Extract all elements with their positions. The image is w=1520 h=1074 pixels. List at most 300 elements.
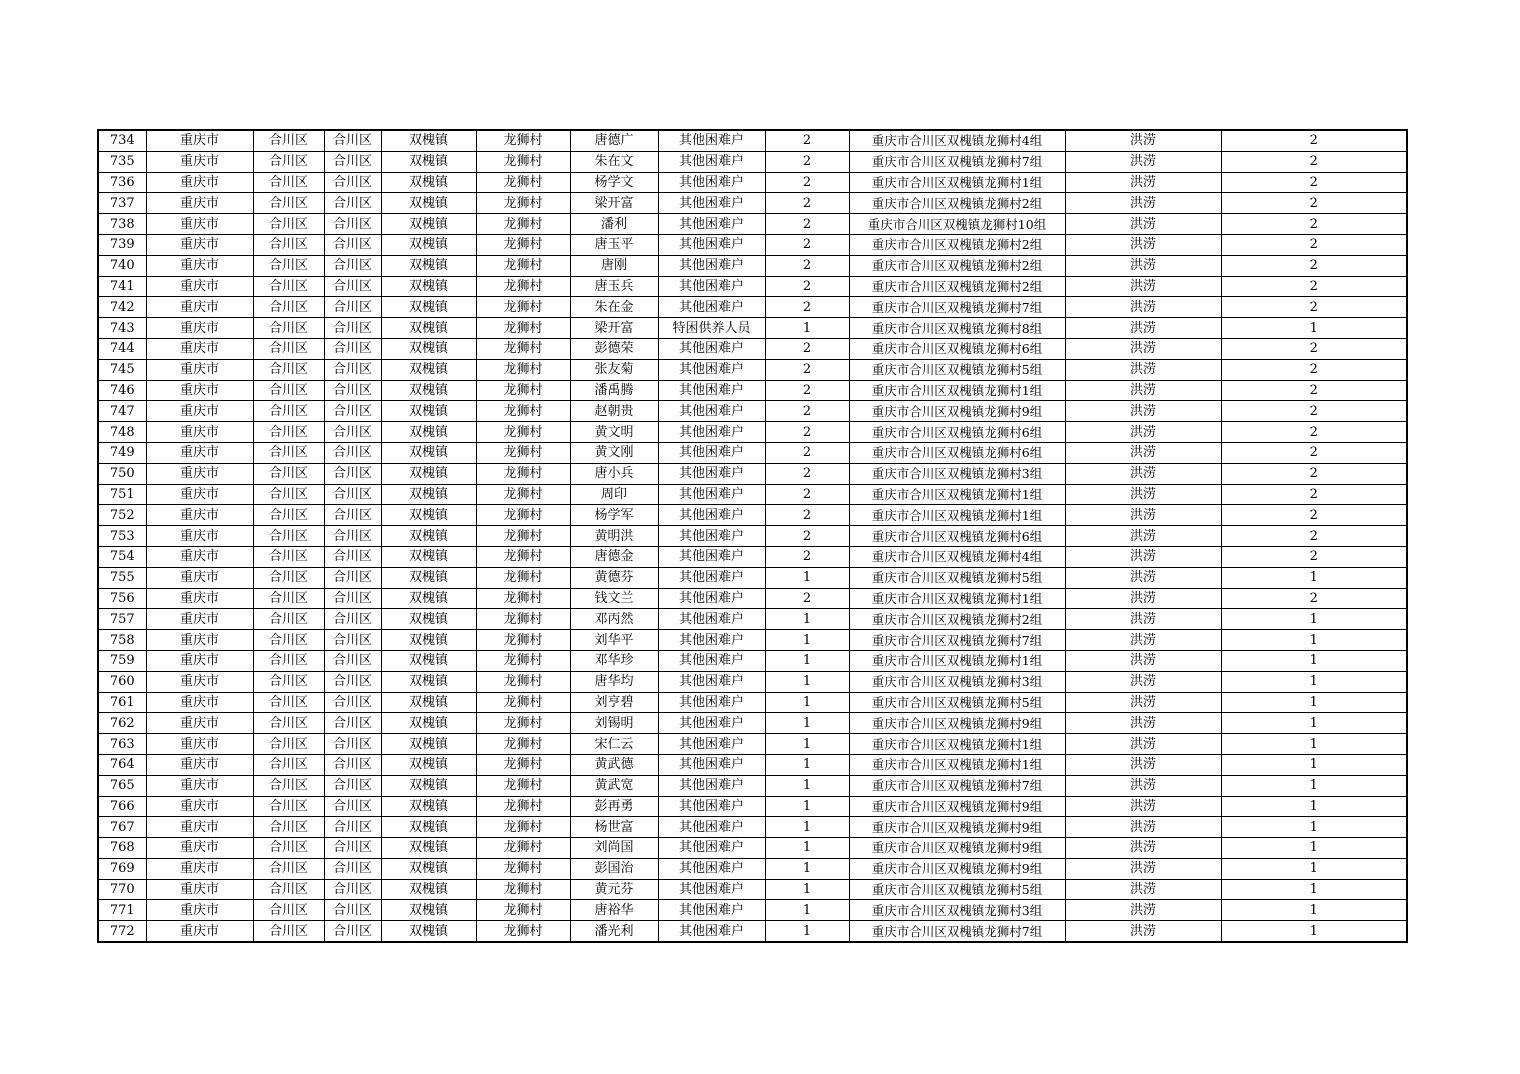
district-cell: 合川区 <box>253 442 324 463</box>
category-cell: 其他困难户 <box>658 359 765 380</box>
row-number-cell: 747 <box>98 401 146 422</box>
name-cell: 彭再勇 <box>570 796 658 817</box>
address-cell: 重庆市合川区双槐镇龙狮村9组 <box>849 817 1065 838</box>
county-cell: 合川区 <box>324 442 381 463</box>
category-cell: 其他困难户 <box>658 255 765 276</box>
town-cell: 双槐镇 <box>381 858 476 879</box>
disaster-type-cell: 洪涝 <box>1065 255 1221 276</box>
address-cell: 重庆市合川区双槐镇龙狮村2组 <box>849 609 1065 630</box>
category-cell: 其他困难户 <box>658 234 765 255</box>
county-cell: 合川区 <box>324 546 381 567</box>
category-cell: 其他困难户 <box>658 754 765 775</box>
village-cell: 龙狮村 <box>476 546 570 567</box>
row-number-cell: 750 <box>98 463 146 484</box>
district-cell: 合川区 <box>253 713 324 734</box>
city-cell: 重庆市 <box>146 359 253 380</box>
household-count-cell: 1 <box>765 796 849 817</box>
name-cell: 张友菊 <box>570 359 658 380</box>
county-cell: 合川区 <box>324 297 381 318</box>
disaster-type-cell: 洪涝 <box>1065 442 1221 463</box>
table-row <box>98 255 1407 276</box>
category-cell: 其他困难户 <box>658 380 765 401</box>
address-cell: 重庆市合川区双槐镇龙狮村6组 <box>849 442 1065 463</box>
household-count-cell: 2 <box>765 546 849 567</box>
town-cell: 双槐镇 <box>381 380 476 401</box>
row-number-cell: 757 <box>98 609 146 630</box>
name-cell: 黄德芬 <box>570 567 658 588</box>
address-cell: 重庆市合川区双槐镇龙狮村4组 <box>849 130 1065 151</box>
household-count-cell: 2 <box>765 297 849 318</box>
city-cell: 重庆市 <box>146 692 253 713</box>
name-cell: 黄武德 <box>570 754 658 775</box>
disaster-type-cell: 洪涝 <box>1065 921 1221 942</box>
city-cell: 重庆市 <box>146 526 253 547</box>
disaster-type-cell: 洪涝 <box>1065 630 1221 651</box>
district-cell: 合川区 <box>253 546 324 567</box>
county-cell: 合川区 <box>324 359 381 380</box>
district-cell: 合川区 <box>253 359 324 380</box>
category-cell: 其他困难户 <box>658 609 765 630</box>
amount-cell: 2 <box>1221 546 1407 567</box>
category-cell: 其他困难户 <box>658 172 765 193</box>
address-cell: 重庆市合川区双槐镇龙狮村4组 <box>849 546 1065 567</box>
city-cell: 重庆市 <box>146 858 253 879</box>
household-count-cell: 2 <box>765 463 849 484</box>
disaster-type-cell: 洪涝 <box>1065 380 1221 401</box>
table-row <box>98 234 1407 255</box>
city-cell: 重庆市 <box>146 442 253 463</box>
district-cell: 合川区 <box>253 650 324 671</box>
household-count-cell: 1 <box>765 838 849 859</box>
table-row <box>98 359 1407 380</box>
category-cell: 其他困难户 <box>658 338 765 359</box>
village-cell: 龙狮村 <box>476 505 570 526</box>
city-cell: 重庆市 <box>146 214 253 235</box>
table-row <box>98 193 1407 214</box>
county-cell: 合川区 <box>324 276 381 297</box>
category-cell: 其他困难户 <box>658 422 765 443</box>
amount-cell: 2 <box>1221 151 1407 172</box>
row-number-cell: 766 <box>98 796 146 817</box>
city-cell: 重庆市 <box>146 609 253 630</box>
address-cell: 重庆市合川区双槐镇龙狮村9组 <box>849 858 1065 879</box>
address-cell: 重庆市合川区双槐镇龙狮村1组 <box>849 650 1065 671</box>
village-cell: 龙狮村 <box>476 796 570 817</box>
county-cell: 合川区 <box>324 817 381 838</box>
city-cell: 重庆市 <box>146 796 253 817</box>
address-cell: 重庆市合川区双槐镇龙狮村7组 <box>849 151 1065 172</box>
disaster-type-cell: 洪涝 <box>1065 713 1221 734</box>
table-row <box>98 921 1407 942</box>
county-cell: 合川区 <box>324 401 381 422</box>
city-cell: 重庆市 <box>146 401 253 422</box>
city-cell: 重庆市 <box>146 151 253 172</box>
town-cell: 双槐镇 <box>381 255 476 276</box>
category-cell: 其他困难户 <box>658 858 765 879</box>
disaster-type-cell: 洪涝 <box>1065 900 1221 921</box>
table-row <box>98 671 1407 692</box>
household-count-cell: 2 <box>765 484 849 505</box>
household-count-cell: 1 <box>765 817 849 838</box>
city-cell: 重庆市 <box>146 130 253 151</box>
address-cell: 重庆市合川区双槐镇龙狮村1组 <box>849 505 1065 526</box>
category-cell: 其他困难户 <box>658 775 765 796</box>
household-count-cell: 2 <box>765 588 849 609</box>
amount-cell: 2 <box>1221 338 1407 359</box>
village-cell: 龙狮村 <box>476 588 570 609</box>
name-cell: 彭国治 <box>570 858 658 879</box>
name-cell: 刘尚国 <box>570 838 658 859</box>
city-cell: 重庆市 <box>146 297 253 318</box>
address-cell: 重庆市合川区双槐镇龙狮村2组 <box>849 234 1065 255</box>
town-cell: 双槐镇 <box>381 318 476 339</box>
name-cell: 周印 <box>570 484 658 505</box>
disaster-type-cell: 洪涝 <box>1065 838 1221 859</box>
household-count-cell: 1 <box>765 900 849 921</box>
row-number-cell: 751 <box>98 484 146 505</box>
row-number-cell: 740 <box>98 255 146 276</box>
row-number-cell: 755 <box>98 567 146 588</box>
disaster-type-cell: 洪涝 <box>1065 775 1221 796</box>
town-cell: 双槐镇 <box>381 734 476 755</box>
disaster-type-cell: 洪涝 <box>1065 588 1221 609</box>
city-cell: 重庆市 <box>146 338 253 359</box>
disaster-type-cell: 洪涝 <box>1065 234 1221 255</box>
town-cell: 双槐镇 <box>381 588 476 609</box>
disaster-type-cell: 洪涝 <box>1065 734 1221 755</box>
district-cell: 合川区 <box>253 151 324 172</box>
name-cell: 黄文刚 <box>570 442 658 463</box>
row-number-cell: 764 <box>98 754 146 775</box>
amount-cell: 2 <box>1221 588 1407 609</box>
household-count-cell: 2 <box>765 193 849 214</box>
category-cell: 其他困难户 <box>658 546 765 567</box>
city-cell: 重庆市 <box>146 172 253 193</box>
row-number-cell: 744 <box>98 338 146 359</box>
village-cell: 龙狮村 <box>476 567 570 588</box>
amount-cell: 2 <box>1221 484 1407 505</box>
disaster-type-cell: 洪涝 <box>1065 359 1221 380</box>
county-cell: 合川区 <box>324 650 381 671</box>
name-cell: 杨学文 <box>570 172 658 193</box>
category-cell: 其他困难户 <box>658 463 765 484</box>
village-cell: 龙狮村 <box>476 422 570 443</box>
disaster-type-cell: 洪涝 <box>1065 193 1221 214</box>
district-cell: 合川区 <box>253 276 324 297</box>
row-number-cell: 769 <box>98 858 146 879</box>
household-count-cell: 1 <box>765 879 849 900</box>
town-cell: 双槐镇 <box>381 630 476 651</box>
disaster-type-cell: 洪涝 <box>1065 650 1221 671</box>
table-row <box>98 754 1407 775</box>
table-row <box>98 650 1407 671</box>
table-row <box>98 817 1407 838</box>
district-cell: 合川区 <box>253 609 324 630</box>
household-count-cell: 2 <box>765 526 849 547</box>
name-cell: 潘利 <box>570 214 658 235</box>
village-cell: 龙狮村 <box>476 380 570 401</box>
disaster-type-cell: 洪涝 <box>1065 567 1221 588</box>
village-cell: 龙狮村 <box>476 318 570 339</box>
district-cell: 合川区 <box>253 838 324 859</box>
village-cell: 龙狮村 <box>476 671 570 692</box>
county-cell: 合川区 <box>324 484 381 505</box>
amount-cell: 2 <box>1221 234 1407 255</box>
amount-cell: 2 <box>1221 130 1407 151</box>
county-cell: 合川区 <box>324 609 381 630</box>
county-cell: 合川区 <box>324 692 381 713</box>
city-cell: 重庆市 <box>146 754 253 775</box>
address-cell: 重庆市合川区双槐镇龙狮村8组 <box>849 318 1065 339</box>
name-cell: 唐刚 <box>570 255 658 276</box>
disaster-type-cell: 洪涝 <box>1065 505 1221 526</box>
category-cell: 其他困难户 <box>658 713 765 734</box>
district-cell: 合川区 <box>253 214 324 235</box>
county-cell: 合川区 <box>324 255 381 276</box>
category-cell: 其他困难户 <box>658 630 765 651</box>
town-cell: 双槐镇 <box>381 609 476 630</box>
county-cell: 合川区 <box>324 234 381 255</box>
district-cell: 合川区 <box>253 297 324 318</box>
city-cell: 重庆市 <box>146 422 253 443</box>
address-cell: 重庆市合川区双槐镇龙狮村7组 <box>849 630 1065 651</box>
town-cell: 双槐镇 <box>381 921 476 942</box>
village-cell: 龙狮村 <box>476 442 570 463</box>
row-number-cell: 752 <box>98 505 146 526</box>
household-count-cell: 1 <box>765 713 849 734</box>
address-cell: 重庆市合川区双槐镇龙狮村2组 <box>849 193 1065 214</box>
town-cell: 双槐镇 <box>381 172 476 193</box>
name-cell: 刘亨碧 <box>570 692 658 713</box>
town-cell: 双槐镇 <box>381 297 476 318</box>
town-cell: 双槐镇 <box>381 463 476 484</box>
row-number-cell: 761 <box>98 692 146 713</box>
village-cell: 龙狮村 <box>476 609 570 630</box>
disaster-type-cell: 洪涝 <box>1065 484 1221 505</box>
address-cell: 重庆市合川区双槐镇龙狮村1组 <box>849 380 1065 401</box>
address-cell: 重庆市合川区双槐镇龙狮村3组 <box>849 671 1065 692</box>
name-cell: 唐裕华 <box>570 900 658 921</box>
disaster-type-cell: 洪涝 <box>1065 879 1221 900</box>
row-number-cell: 754 <box>98 546 146 567</box>
address-cell: 重庆市合川区双槐镇龙狮村2组 <box>849 276 1065 297</box>
district-cell: 合川区 <box>253 921 324 942</box>
name-cell: 梁开富 <box>570 193 658 214</box>
city-cell: 重庆市 <box>146 255 253 276</box>
city-cell: 重庆市 <box>146 734 253 755</box>
district-cell: 合川区 <box>253 172 324 193</box>
category-cell: 其他困难户 <box>658 214 765 235</box>
household-count-cell: 1 <box>765 734 849 755</box>
table-row <box>98 338 1407 359</box>
row-number-cell: 735 <box>98 151 146 172</box>
county-cell: 合川区 <box>324 775 381 796</box>
district-cell: 合川区 <box>253 671 324 692</box>
disaster-type-cell: 洪涝 <box>1065 526 1221 547</box>
name-cell: 唐德广 <box>570 130 658 151</box>
disaster-type-cell: 洪涝 <box>1065 796 1221 817</box>
city-cell: 重庆市 <box>146 234 253 255</box>
address-cell: 重庆市合川区双槐镇龙狮村5组 <box>849 692 1065 713</box>
row-number-cell: 772 <box>98 921 146 942</box>
address-cell: 重庆市合川区双槐镇龙狮村3组 <box>849 900 1065 921</box>
disaster-type-cell: 洪涝 <box>1065 546 1221 567</box>
row-number-cell: 756 <box>98 588 146 609</box>
village-cell: 龙狮村 <box>476 151 570 172</box>
address-cell: 重庆市合川区双槐镇龙狮村7组 <box>849 921 1065 942</box>
address-cell: 重庆市合川区双槐镇龙狮村9组 <box>849 796 1065 817</box>
village-cell: 龙狮村 <box>476 650 570 671</box>
village-cell: 龙狮村 <box>476 484 570 505</box>
district-cell: 合川区 <box>253 422 324 443</box>
name-cell: 邓丙然 <box>570 609 658 630</box>
disaster-type-cell: 洪涝 <box>1065 609 1221 630</box>
city-cell: 重庆市 <box>146 921 253 942</box>
town-cell: 双槐镇 <box>381 775 476 796</box>
table-row <box>98 276 1407 297</box>
row-number-cell: 762 <box>98 713 146 734</box>
city-cell: 重庆市 <box>146 900 253 921</box>
amount-cell: 2 <box>1221 526 1407 547</box>
name-cell: 唐玉平 <box>570 234 658 255</box>
county-cell: 合川区 <box>324 630 381 651</box>
row-number-cell: 745 <box>98 359 146 380</box>
city-cell: 重庆市 <box>146 546 253 567</box>
table-row <box>98 588 1407 609</box>
district-cell: 合川区 <box>253 338 324 359</box>
amount-cell: 2 <box>1221 422 1407 443</box>
town-cell: 双槐镇 <box>381 214 476 235</box>
city-cell: 重庆市 <box>146 505 253 526</box>
disaster-type-cell: 洪涝 <box>1065 817 1221 838</box>
table-row <box>98 422 1407 443</box>
district-cell: 合川区 <box>253 900 324 921</box>
county-cell: 合川区 <box>324 130 381 151</box>
amount-cell: 2 <box>1221 276 1407 297</box>
category-cell: 其他困难户 <box>658 692 765 713</box>
amount-cell: 2 <box>1221 442 1407 463</box>
county-cell: 合川区 <box>324 526 381 547</box>
row-number-cell: 739 <box>98 234 146 255</box>
amount-cell: 1 <box>1221 567 1407 588</box>
name-cell: 潘禹腾 <box>570 380 658 401</box>
household-count-cell: 1 <box>765 650 849 671</box>
household-count-cell: 2 <box>765 234 849 255</box>
address-cell: 重庆市合川区双槐镇龙狮村5组 <box>849 879 1065 900</box>
table-row <box>98 484 1407 505</box>
town-cell: 双槐镇 <box>381 671 476 692</box>
relief-recipient-table <box>97 129 1408 943</box>
city-cell: 重庆市 <box>146 567 253 588</box>
village-cell: 龙狮村 <box>476 713 570 734</box>
household-count-cell: 2 <box>765 338 849 359</box>
village-cell: 龙狮村 <box>476 401 570 422</box>
category-cell: 其他困难户 <box>658 505 765 526</box>
district-cell: 合川区 <box>253 775 324 796</box>
category-cell: 其他困难户 <box>658 817 765 838</box>
table-row <box>98 526 1407 547</box>
table-row <box>98 401 1407 422</box>
district-cell: 合川区 <box>253 879 324 900</box>
category-cell: 特困供养人员 <box>658 318 765 339</box>
amount-cell: 2 <box>1221 172 1407 193</box>
category-cell: 其他困难户 <box>658 650 765 671</box>
town-cell: 双槐镇 <box>381 401 476 422</box>
address-cell: 重庆市合川区双槐镇龙狮村1组 <box>849 588 1065 609</box>
amount-cell: 2 <box>1221 505 1407 526</box>
household-count-cell: 2 <box>765 442 849 463</box>
village-cell: 龙狮村 <box>476 234 570 255</box>
town-cell: 双槐镇 <box>381 546 476 567</box>
table-row <box>98 318 1407 339</box>
county-cell: 合川区 <box>324 796 381 817</box>
category-cell: 其他困难户 <box>658 484 765 505</box>
disaster-type-cell: 洪涝 <box>1065 692 1221 713</box>
village-cell: 龙狮村 <box>476 692 570 713</box>
household-count-cell: 2 <box>765 255 849 276</box>
household-count-cell: 1 <box>765 318 849 339</box>
county-cell: 合川区 <box>324 422 381 443</box>
address-cell: 重庆市合川区双槐镇龙狮村5组 <box>849 359 1065 380</box>
county-cell: 合川区 <box>324 900 381 921</box>
county-cell: 合川区 <box>324 193 381 214</box>
amount-cell: 1 <box>1221 671 1407 692</box>
address-cell: 重庆市合川区双槐镇龙狮村9组 <box>849 401 1065 422</box>
town-cell: 双槐镇 <box>381 754 476 775</box>
town-cell: 双槐镇 <box>381 422 476 443</box>
city-cell: 重庆市 <box>146 879 253 900</box>
county-cell: 合川区 <box>324 734 381 755</box>
category-cell: 其他困难户 <box>658 193 765 214</box>
table-row <box>98 463 1407 484</box>
disaster-type-cell: 洪涝 <box>1065 422 1221 443</box>
district-cell: 合川区 <box>253 567 324 588</box>
table-row <box>98 130 1407 151</box>
household-count-cell: 1 <box>765 567 849 588</box>
disaster-type-cell: 洪涝 <box>1065 297 1221 318</box>
category-cell: 其他困难户 <box>658 401 765 422</box>
household-count-cell: 2 <box>765 505 849 526</box>
amount-cell: 1 <box>1221 775 1407 796</box>
category-cell: 其他困难户 <box>658 671 765 692</box>
county-cell: 合川区 <box>324 172 381 193</box>
village-cell: 龙狮村 <box>476 130 570 151</box>
village-cell: 龙狮村 <box>476 193 570 214</box>
table-row <box>98 297 1407 318</box>
table-row <box>98 505 1407 526</box>
name-cell: 刘锡明 <box>570 713 658 734</box>
address-cell: 重庆市合川区双槐镇龙狮村10组 <box>849 214 1065 235</box>
disaster-type-cell: 洪涝 <box>1065 318 1221 339</box>
amount-cell: 1 <box>1221 796 1407 817</box>
household-count-cell: 1 <box>765 692 849 713</box>
row-number-cell: 768 <box>98 838 146 859</box>
disaster-type-cell: 洪涝 <box>1065 151 1221 172</box>
row-number-cell: 738 <box>98 214 146 235</box>
amount-cell: 1 <box>1221 318 1407 339</box>
town-cell: 双槐镇 <box>381 442 476 463</box>
disaster-type-cell: 洪涝 <box>1065 401 1221 422</box>
town-cell: 双槐镇 <box>381 838 476 859</box>
table-row <box>98 838 1407 859</box>
table-row <box>98 734 1407 755</box>
village-cell: 龙狮村 <box>476 879 570 900</box>
village-cell: 龙狮村 <box>476 921 570 942</box>
table-row <box>98 442 1407 463</box>
row-number-cell: 760 <box>98 671 146 692</box>
county-cell: 合川区 <box>324 671 381 692</box>
name-cell: 唐德金 <box>570 546 658 567</box>
